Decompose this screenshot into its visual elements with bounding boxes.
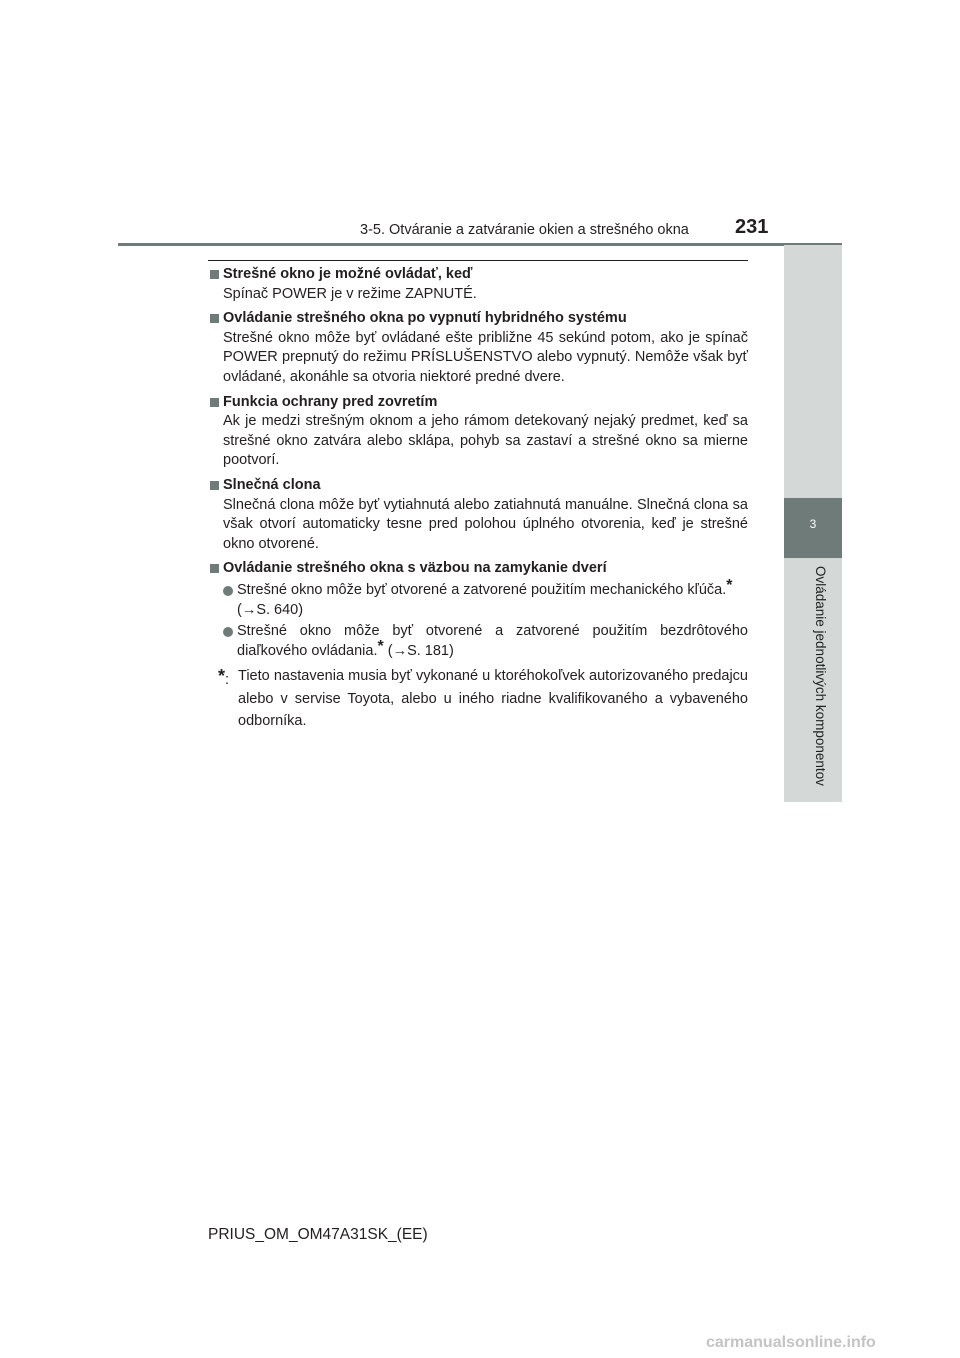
document-code: PRIUS_OM_OM47A31SK_(EE): [208, 1226, 428, 1243]
section-heading: [208, 265, 748, 285]
section-text: Spínač POWER je v režime ZAPNUTÉ.: [223, 285, 477, 302]
square-bullet-icon: [210, 564, 219, 573]
watermark: carmanualsonline.info: [706, 1334, 876, 1351]
square-bullet-icon: [210, 398, 219, 407]
section-heading-text: Funkcia ochrany pred zovretím: [223, 393, 438, 410]
list-item-body: Strešné okno môže byť otvorené a zatvorené použitím mechanického kľúča.: [237, 581, 727, 598]
square-bullet-icon: [210, 481, 219, 490]
section-heading: [208, 559, 748, 579]
list-item: [208, 576, 748, 620]
list-item-body: Strešné okno môže byť otvorené a zatvorené použitím bezdrôtového diaľkového ovládania.: [237, 623, 748, 659]
page-number: 231: [735, 216, 769, 238]
circle-bullet-icon: [223, 586, 233, 596]
section-heading-text: Ovládanie strešného okna po vypnutí hybridného systému: [223, 310, 627, 327]
header-section-title: 3-5. Otváranie a zatváranie okien a strešného okna: [360, 222, 689, 238]
footnote-star: *: [726, 576, 733, 594]
list-item: [208, 622, 748, 661]
section-heading-text: Strešné okno je možné ovládať, keď: [223, 266, 473, 282]
section-text: Strešné okno môže byť ovládané ešte približne 45 sekúnd potom, ako je spínač POWER prepnutý do režimu PRÍSLUŠENSTVO alebo vypnutý. Nemôže však byť ovládané, akonáhle sa otvoria niektoré predné dvere.: [223, 329, 748, 385]
footnote-text: Tieto nastavenia musia byť vykonané u ktoréhokoľvek autorizovaného predajcu alebo v servise Toyota, alebo u iného riadne kvalifikovaného a vybaveného odborníka.: [238, 668, 748, 730]
footnote-star: *: [377, 637, 384, 655]
section-heading: [208, 393, 748, 413]
chapter-number-tab: 3: [784, 498, 842, 558]
footnote-marker: [218, 665, 229, 692]
footnote-star: *: [218, 666, 226, 687]
section-heading-text: Slnečná clona: [223, 476, 321, 493]
chapter-label: Ovládanie jednotlivých komponentov: [813, 566, 828, 786]
list-item-text: [223, 576, 748, 620]
square-bullet-icon: [210, 314, 219, 323]
list-item-text: [223, 622, 748, 661]
footnote-colon: :: [225, 672, 230, 689]
header-divider: [118, 243, 842, 246]
section-text: Ak je medzi strešným oknom a jeho rámom detekovaný nejaký predmet, keď sa strešné okno zatvára alebo sklápa, pohyb sa zastaví a strešné okno sa mierne pootvorí.: [223, 413, 748, 469]
side-tab-top: [784, 245, 842, 498]
section-heading: [208, 309, 748, 329]
footnote: [208, 665, 748, 733]
content-body: [208, 265, 748, 733]
section-text: Slnečná clona môže byť vytiahnutá alebo zatiahnutá manuálne. Slnečná clona sa však otvorí automaticky tesne pred polohou úplného otvorenia, keď je strešné okno otvorené.: [223, 496, 748, 552]
content-divider: [208, 260, 748, 261]
section-heading: [208, 476, 748, 496]
section-heading-text: Ovládanie strešného okna s väzbou na zamykanie dverí: [223, 560, 607, 577]
page-reference: (→S. 640): [237, 601, 304, 618]
page-reference: (→S. 181): [387, 642, 454, 659]
square-bullet-icon: [210, 270, 219, 279]
